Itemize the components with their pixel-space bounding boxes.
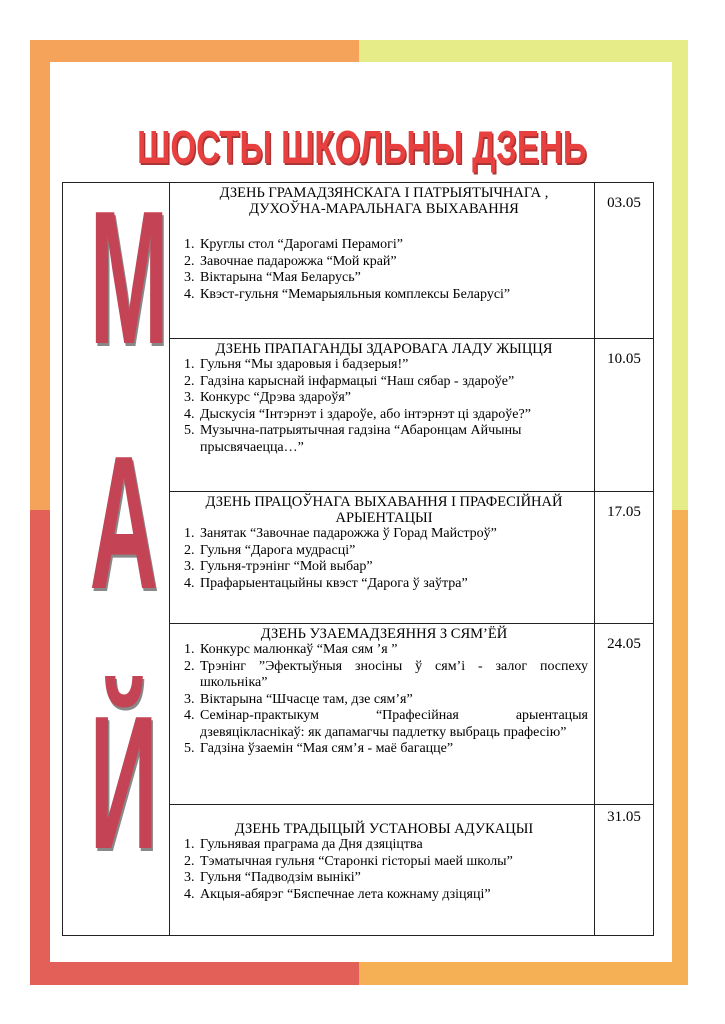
event-item: 4. Дыскусія “Інтэрнэт і здароўе, або інтэрнэт ці здароўе?” [198, 407, 588, 424]
month-letter: Й [89, 677, 158, 889]
day-row [170, 339, 653, 492]
event-list [180, 237, 588, 303]
day-row [170, 183, 653, 339]
event-item: 3. Віктарына “Мая Беларусь” [198, 270, 588, 287]
event-item: 1. Круглы стол “Дарогамі Перамогі” [198, 237, 588, 254]
day-date: 31.05 [607, 809, 641, 825]
event-item: 3. Віктарына “Шчасце там, дзе сям’я” [198, 692, 588, 709]
event-item: 1. Конкурс малюнкаў “Мая сям ’я ” [198, 642, 588, 659]
event-item: 4. Акцыя-абярэг “Бяспечнае лета кожнаму дзіцяці” [198, 887, 588, 904]
event-list [180, 642, 588, 758]
day-date: 17.05 [607, 504, 641, 520]
event-item: 3. Конкурс “Дрэва здароўя” [198, 390, 588, 407]
event-list [180, 357, 588, 456]
event-item: 5. Гадзіна ўзаемін “Мая сям’я - маё багацце” [198, 741, 588, 758]
event-item: 2. Тэматычная гульня “Старонкі гісторыі маей школы” [198, 854, 588, 871]
days-list [170, 183, 653, 935]
day-title: ДЗЕНЬ ТРАДЫЦЫЙ УСТАНОВЫ АДУКАЦЫІ [234, 821, 534, 837]
event-item: 1. Занятак “Завочнае падарожжа ў Горад Майстроў” [198, 526, 588, 543]
day-content [170, 183, 595, 338]
day-content [170, 339, 595, 491]
poster-inner [50, 62, 672, 962]
event-item: 3. Гульня “Падводзім вынікі” [198, 870, 588, 887]
event-item: 2. Гадзіна карыснай інфармацыі “Наш сябар - здароўе” [198, 374, 588, 391]
day-content [170, 492, 595, 623]
day-title: ДЗЕНЬ УЗАЕМАДЗЕЯННЯ З СЯМ’ЁЙ [260, 626, 508, 642]
day-title: ДЗЕНЬ ПРАПАГАНДЫ ЗДАРОВАГА ЛАДУ ЖЫЦЦЯ [215, 341, 553, 357]
day-content [170, 624, 595, 804]
schedule-table [62, 172, 654, 936]
event-item: 1. Гульня “Мы здаровыя і бадзерыя!” [198, 357, 588, 374]
day-title: ДЗЕНЬ ГРАМАДЗЯНСКАГА І ПАТРЫЯТЫЧНАГА , ДУХОЎНА-МАРАЛЬНАГА ВЫХАВАННЯ [219, 185, 549, 217]
event-item: 1. Гульнявая праграма да Дня дзяціцтва [198, 837, 588, 854]
event-item: 4. Прафарыентацыйны квэст “Дарога ў заўтра” [198, 576, 588, 593]
event-item: 4. Семінар-практыкум “Прафесійная арыентацыя дзевяцікласнікаў: як дапамагчы падлетку выбраць прафесію” [198, 708, 588, 741]
event-item: 2. Завочнае падарожжа “Мой край” [198, 254, 588, 271]
event-item: 3. Гульня-трэнінг “Мой выбар” [198, 559, 588, 576]
month-column [63, 172, 170, 935]
day-title: ДЗЕНЬ ПРАЦОЎНАГА ВЫХАВАННЯ І ПРАФЕСІЙНАЙ АРЫЕНТАЦЫІ [205, 494, 563, 526]
event-item: 2. Трэнінг ”Эфектыўныя зносіны ў сям’і - залог поспеху школьніка” [198, 659, 588, 692]
day-row [170, 624, 653, 805]
day-row [170, 492, 653, 624]
event-item: 5. Музычна-патрыятычная гадзіна “Абаронцам Айчыны прысвячаецца…” [198, 423, 588, 456]
event-list [180, 526, 588, 592]
event-item: 2. Гульня “Дарога мудрасці” [198, 543, 588, 560]
day-date: 10.05 [607, 351, 641, 367]
month-letter: М [89, 172, 169, 384]
poster-frame [30, 40, 688, 985]
day-content [170, 805, 595, 935]
event-item: 4. Квэст-гульня “Мемарыяльныя комплексы Беларусі” [198, 287, 588, 304]
poster-title: ШОСТЫ ШКОЛЬНЫ ДЗЕНЬ [137, 121, 587, 173]
month-letter: А [89, 417, 159, 629]
day-date: 03.05 [607, 195, 641, 211]
day-row [170, 805, 653, 935]
day-date: 24.05 [607, 636, 641, 652]
event-list [180, 837, 588, 903]
